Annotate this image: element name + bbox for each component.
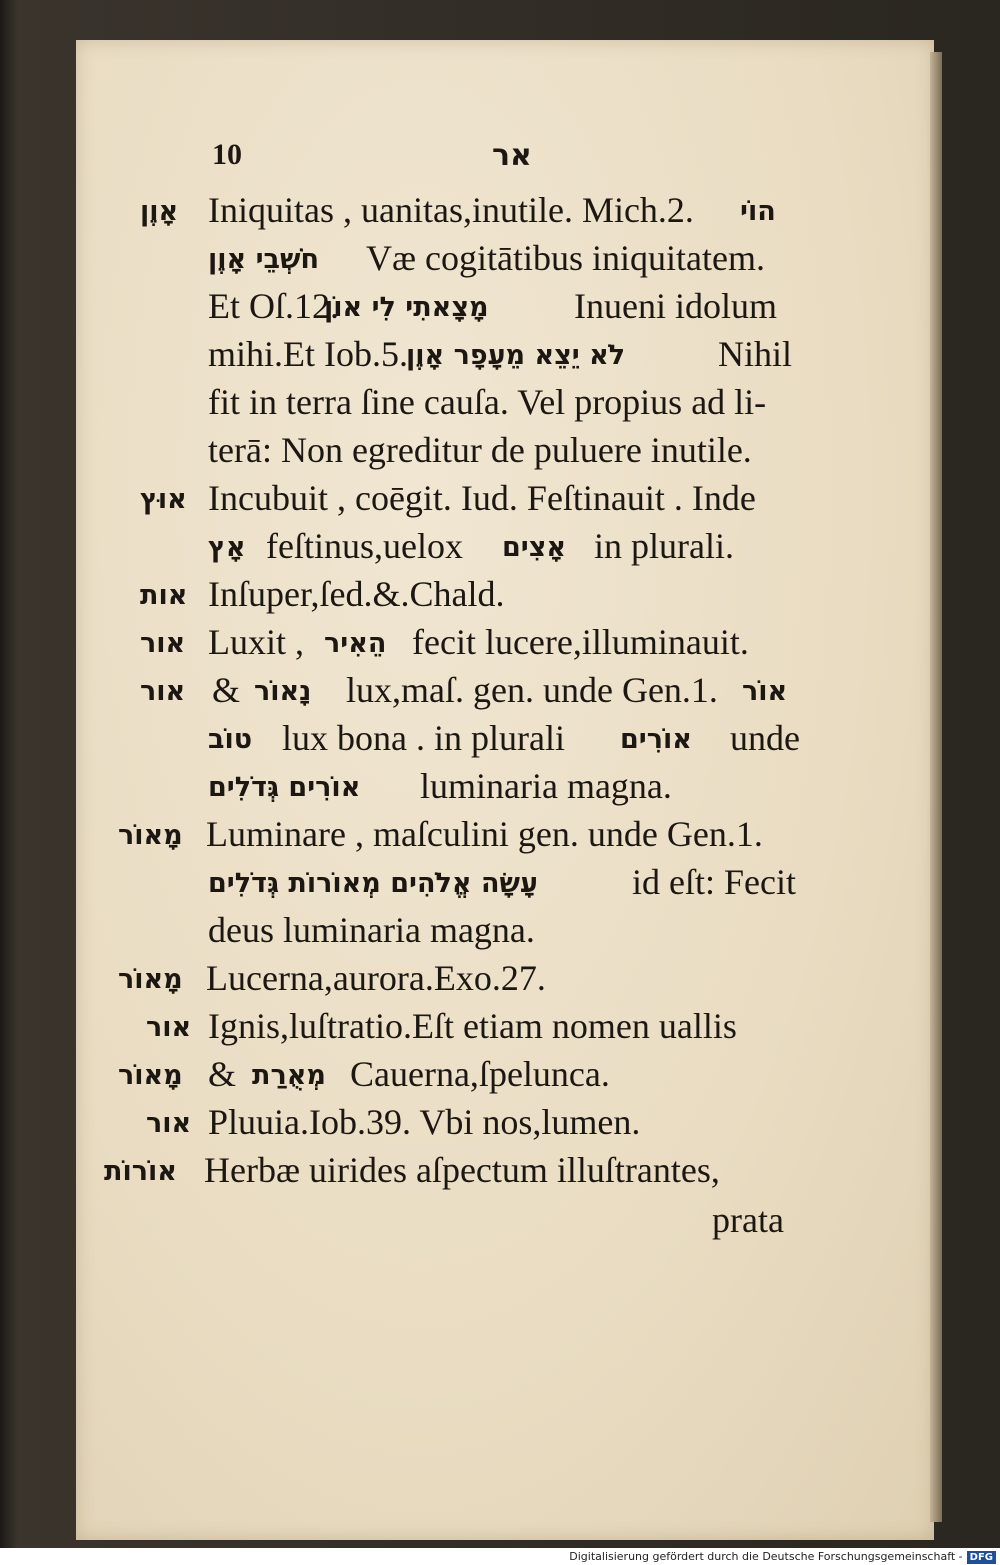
entry-line: Inſuper,ſed.&.Chald. bbox=[208, 574, 505, 614]
entry-line: Luxit , bbox=[208, 622, 304, 662]
entry-line: Cauerna,ſpelunca. bbox=[350, 1054, 610, 1094]
entry-line: Ignis,luſtratio.Eſt etiam nomen uallis bbox=[208, 1006, 737, 1046]
entry-line: terā: Non egreditur de puluere inutile. bbox=[208, 430, 752, 470]
page-number: 10 bbox=[212, 138, 242, 171]
entry-line: Luminare , maſculini gen. unde Gen.1. bbox=[206, 814, 763, 854]
entry-line: Herbæ uirides aſpectum illuſtrantes, bbox=[204, 1150, 720, 1190]
entry-line: in plurali. bbox=[594, 526, 734, 566]
hebrew-quote: נָאוֹר bbox=[254, 676, 312, 707]
entry-line: Inueni idolum bbox=[574, 286, 777, 326]
entry-line: fecit lucere,illuminauit. bbox=[412, 622, 749, 662]
entry-line: Iniquitas , uanitas,inutile. Mich.2. bbox=[208, 190, 694, 230]
running-header: אר bbox=[492, 138, 532, 173]
hebrew-quote: מָצָאתִי לִי אוֹן bbox=[324, 292, 489, 323]
entry-line: fit in terra ſine cauſa. Vel propius ad li- bbox=[208, 382, 767, 422]
entry-headword: אור bbox=[140, 628, 186, 659]
entry-line: id eſt: Fecit bbox=[632, 862, 796, 902]
entry-headword: מָאוֹר bbox=[118, 1060, 183, 1091]
hebrew-quote: עָשָׂה אֱלֹהִים מְאוֹרוֹת גְּדֹלִים bbox=[208, 868, 538, 899]
digitization-footer bbox=[0, 1548, 1000, 1565]
entry-line: deus luminaria magna. bbox=[208, 910, 535, 950]
entry-headword: אוֹרוֹת bbox=[104, 1156, 177, 1187]
hebrew-quote: אוֹרִים גְּדֹלִים bbox=[208, 772, 361, 803]
entry-line: lux,maſ. gen. unde Gen.1. bbox=[346, 670, 718, 710]
hebrew-quote: מְאֻרַת bbox=[252, 1060, 326, 1091]
entry-line: luminaria magna. bbox=[420, 766, 672, 806]
entry-line: unde bbox=[730, 718, 800, 758]
entry-line: Nihil bbox=[718, 334, 793, 374]
entry-headword: אור bbox=[146, 1012, 192, 1043]
entry-line: & bbox=[212, 670, 241, 710]
entry-line: mihi.Et Iob.5. bbox=[208, 334, 408, 374]
entry-line: & bbox=[208, 1054, 237, 1094]
hebrew-quote: חֹשְׁבֵי אָוֶן bbox=[208, 244, 320, 275]
page-text bbox=[76, 40, 934, 1540]
entry-line: lux bona . in plurali bbox=[282, 718, 565, 758]
entry-headword: אָץ bbox=[208, 532, 246, 563]
entry-headword: אָוֶן bbox=[140, 196, 179, 227]
hebrew-quote: אוֹרִים bbox=[620, 724, 692, 755]
entry-line: Pluuia.Iob.39. Vbi nos,lumen. bbox=[208, 1102, 641, 1142]
footer-text: Digitalisierung gefördert durch die Deutsche Forschungsgemeinschaft - bbox=[569, 1550, 963, 1563]
hebrew-quote: טוֹב bbox=[208, 724, 253, 755]
entry-line: Incubuit , coēgit. Iud. Feſtinauit . Inde bbox=[208, 478, 756, 518]
entry-headword: אוּץ bbox=[140, 484, 187, 515]
hebrew-quote: אָצִים bbox=[502, 532, 567, 563]
book-spine bbox=[0, 0, 18, 1548]
hebrew-quote: הֵאִיר bbox=[324, 628, 387, 659]
hebrew-quote: הוֹי bbox=[740, 196, 776, 227]
entry-headword: אור bbox=[140, 676, 186, 707]
entry-line: feſtinus,uelox bbox=[266, 526, 463, 566]
entry-line: Væ cogitātibus iniquitatem. bbox=[366, 238, 765, 278]
entry-headword: אות bbox=[140, 580, 188, 611]
catchword: prata bbox=[712, 1200, 784, 1240]
entry-headword: מָאוֹר bbox=[118, 820, 183, 851]
entry-headword: מָאוֹר bbox=[118, 964, 183, 995]
entry-line: Et Oſ.12. bbox=[208, 286, 339, 326]
entry-line: Lucerna,aurora.Exo.27. bbox=[206, 958, 546, 998]
hebrew-quote: לֹא יֵצֵא מֵעָפָר אָוֶן bbox=[406, 340, 626, 371]
entry-headword: אור bbox=[146, 1108, 192, 1139]
dfg-logo: DFG bbox=[967, 1551, 996, 1564]
book-page bbox=[76, 40, 934, 1540]
hebrew-quote: אוֹר bbox=[742, 676, 788, 707]
